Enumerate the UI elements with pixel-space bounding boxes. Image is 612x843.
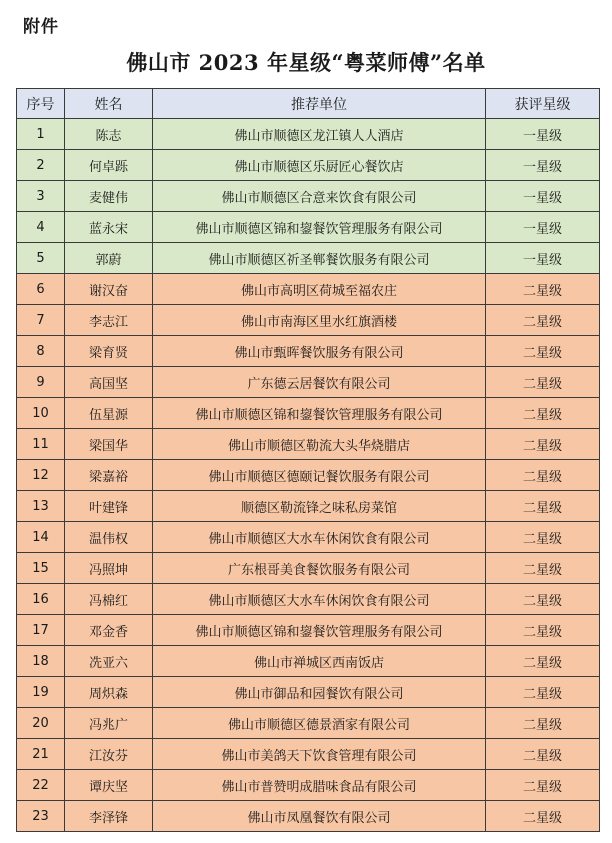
header-no: 序号 — [17, 89, 65, 119]
cell-level: 二星级 — [486, 460, 600, 491]
cell-name: 冯照坤 — [65, 553, 153, 584]
cell-unit: 顺德区勒流锋之味私房菜馆 — [153, 491, 486, 522]
cell-no: 19 — [17, 677, 65, 708]
cell-name: 冼亚六 — [65, 646, 153, 677]
cell-no: 15 — [17, 553, 65, 584]
cell-no: 21 — [17, 739, 65, 770]
header-level: 获评星级 — [486, 89, 600, 119]
cell-no: 1 — [17, 119, 65, 150]
cell-unit: 佛山市甄晖餐饮服务有限公司 — [153, 336, 486, 367]
cell-name: 梁育贤 — [65, 336, 153, 367]
cell-no: 14 — [17, 522, 65, 553]
cell-no: 13 — [17, 491, 65, 522]
cell-level: 一星级 — [486, 119, 600, 150]
header-unit: 推荐单位 — [153, 89, 486, 119]
cell-no: 18 — [17, 646, 65, 677]
cell-level: 二星级 — [486, 367, 600, 398]
cell-name: 谢汉奋 — [65, 274, 153, 305]
cell-level: 二星级 — [486, 522, 600, 553]
cell-no: 17 — [17, 615, 65, 646]
cell-level: 二星级 — [486, 305, 600, 336]
table-row — [17, 429, 600, 460]
cell-no: 5 — [17, 243, 65, 274]
cell-unit: 佛山市禅城区西南饭店 — [153, 646, 486, 677]
cell-unit: 佛山市御品和园餐饮有限公司 — [153, 677, 486, 708]
cell-no: 23 — [17, 801, 65, 832]
cell-no: 7 — [17, 305, 65, 336]
cell-name: 冯棉红 — [65, 584, 153, 615]
cell-level: 二星级 — [486, 646, 600, 677]
cell-unit: 佛山市顺德区龙江镇人人酒店 — [153, 119, 486, 150]
cell-unit: 佛山市普赞明成腊味食品有限公司 — [153, 770, 486, 801]
cell-name: 高国坚 — [65, 367, 153, 398]
table-row — [17, 491, 600, 522]
cell-unit: 佛山市顺德区勒流大头华烧腊店 — [153, 429, 486, 460]
cell-level: 二星级 — [486, 274, 600, 305]
cell-name: 周炽森 — [65, 677, 153, 708]
cell-unit: 佛山市顺德区锦和鋆餐饮管理服务有限公司 — [153, 398, 486, 429]
cell-unit: 佛山市顺德区大水车休闲饮食有限公司 — [153, 584, 486, 615]
table-row — [17, 212, 600, 243]
table-row — [17, 460, 600, 491]
cell-unit: 佛山市顺德区乐厨匠心餐饮店 — [153, 150, 486, 181]
cell-unit: 佛山市顺德区合意来饮食有限公司 — [153, 181, 486, 212]
cell-unit: 佛山市南海区里水红旗酒楼 — [153, 305, 486, 336]
cell-level: 二星级 — [486, 398, 600, 429]
table-row — [17, 274, 600, 305]
cell-no: 4 — [17, 212, 65, 243]
cell-no: 16 — [17, 584, 65, 615]
cell-no: 22 — [17, 770, 65, 801]
cell-name: 蓝永宋 — [65, 212, 153, 243]
table-header-row — [17, 89, 600, 119]
cell-name: 郭蔚 — [65, 243, 153, 274]
cell-no: 6 — [17, 274, 65, 305]
cell-name: 梁嘉裕 — [65, 460, 153, 491]
cell-level: 二星级 — [486, 429, 600, 460]
cell-no: 2 — [17, 150, 65, 181]
cell-unit: 佛山市顺德区德颐记餐饮服务有限公司 — [153, 460, 486, 491]
cell-no: 11 — [17, 429, 65, 460]
table-row — [17, 336, 600, 367]
cell-name: 伍星源 — [65, 398, 153, 429]
cell-level: 二星级 — [486, 584, 600, 615]
cell-unit: 佛山市顺德区锦和鋆餐饮管理服务有限公司 — [153, 615, 486, 646]
cell-name: 何卓跞 — [65, 150, 153, 181]
table-row — [17, 305, 600, 336]
attachment-label: 附件 — [23, 17, 59, 37]
cell-no: 12 — [17, 460, 65, 491]
cell-level: 二星级 — [486, 739, 600, 770]
cell-level: 二星级 — [486, 553, 600, 584]
table-row — [17, 739, 600, 770]
cell-name: 麦健伟 — [65, 181, 153, 212]
table-row — [17, 770, 600, 801]
header-name: 姓名 — [65, 89, 153, 119]
cell-unit: 佛山市顺德区锦和鋆餐饮管理服务有限公司 — [153, 212, 486, 243]
cell-name: 陈志 — [65, 119, 153, 150]
cell-name: 温伟权 — [65, 522, 153, 553]
table-row — [17, 119, 600, 150]
cell-name: 江汝芬 — [65, 739, 153, 770]
cell-unit: 广东德云居餐饮有限公司 — [153, 367, 486, 398]
table-row — [17, 708, 600, 739]
cell-unit: 佛山市凤凰餐饮有限公司 — [153, 801, 486, 832]
cell-level: 二星级 — [486, 336, 600, 367]
cell-level: 二星级 — [486, 491, 600, 522]
table-row — [17, 398, 600, 429]
table-row — [17, 367, 600, 398]
cell-name: 李泽锋 — [65, 801, 153, 832]
cell-unit: 佛山市顺德区德景酒家有限公司 — [153, 708, 486, 739]
cell-level: 一星级 — [486, 212, 600, 243]
cell-name: 梁国华 — [65, 429, 153, 460]
table-row — [17, 150, 600, 181]
cell-level: 一星级 — [486, 150, 600, 181]
cell-level: 二星级 — [486, 801, 600, 832]
cell-no: 3 — [17, 181, 65, 212]
cell-no: 8 — [17, 336, 65, 367]
cell-name: 叶建锋 — [65, 491, 153, 522]
table-row — [17, 646, 600, 677]
table-row — [17, 584, 600, 615]
table-row — [17, 553, 600, 584]
table-body — [17, 119, 600, 832]
table-row — [17, 243, 600, 274]
cell-no: 9 — [17, 367, 65, 398]
cell-name: 谭庆坚 — [65, 770, 153, 801]
chef-list-table — [16, 88, 600, 832]
cell-no: 10 — [17, 398, 65, 429]
cell-unit: 广东根哥美食餐饮服务有限公司 — [153, 553, 486, 584]
table-row — [17, 677, 600, 708]
cell-level: 二星级 — [486, 677, 600, 708]
cell-no: 20 — [17, 708, 65, 739]
cell-level: 二星级 — [486, 770, 600, 801]
table-row — [17, 181, 600, 212]
table-row — [17, 615, 600, 646]
table-row — [17, 522, 600, 553]
cell-unit: 佛山市顺德区祈圣郸餐饮服务有限公司 — [153, 243, 486, 274]
cell-level: 二星级 — [486, 708, 600, 739]
cell-unit: 佛山市顺德区大水车休闲饮食有限公司 — [153, 522, 486, 553]
cell-unit: 佛山市美鸽天下饮食管理有限公司 — [153, 739, 486, 770]
cell-name: 冯兆广 — [65, 708, 153, 739]
table-row — [17, 801, 600, 832]
page-title: 佛山市 2023 年星级“粤菜师傅”名单 — [126, 50, 486, 75]
cell-level: 二星级 — [486, 615, 600, 646]
cell-level: 一星级 — [486, 243, 600, 274]
cell-level: 一星级 — [486, 181, 600, 212]
cell-name: 李志江 — [65, 305, 153, 336]
cell-unit: 佛山市高明区荷城至福农庄 — [153, 274, 486, 305]
cell-name: 邓金香 — [65, 615, 153, 646]
